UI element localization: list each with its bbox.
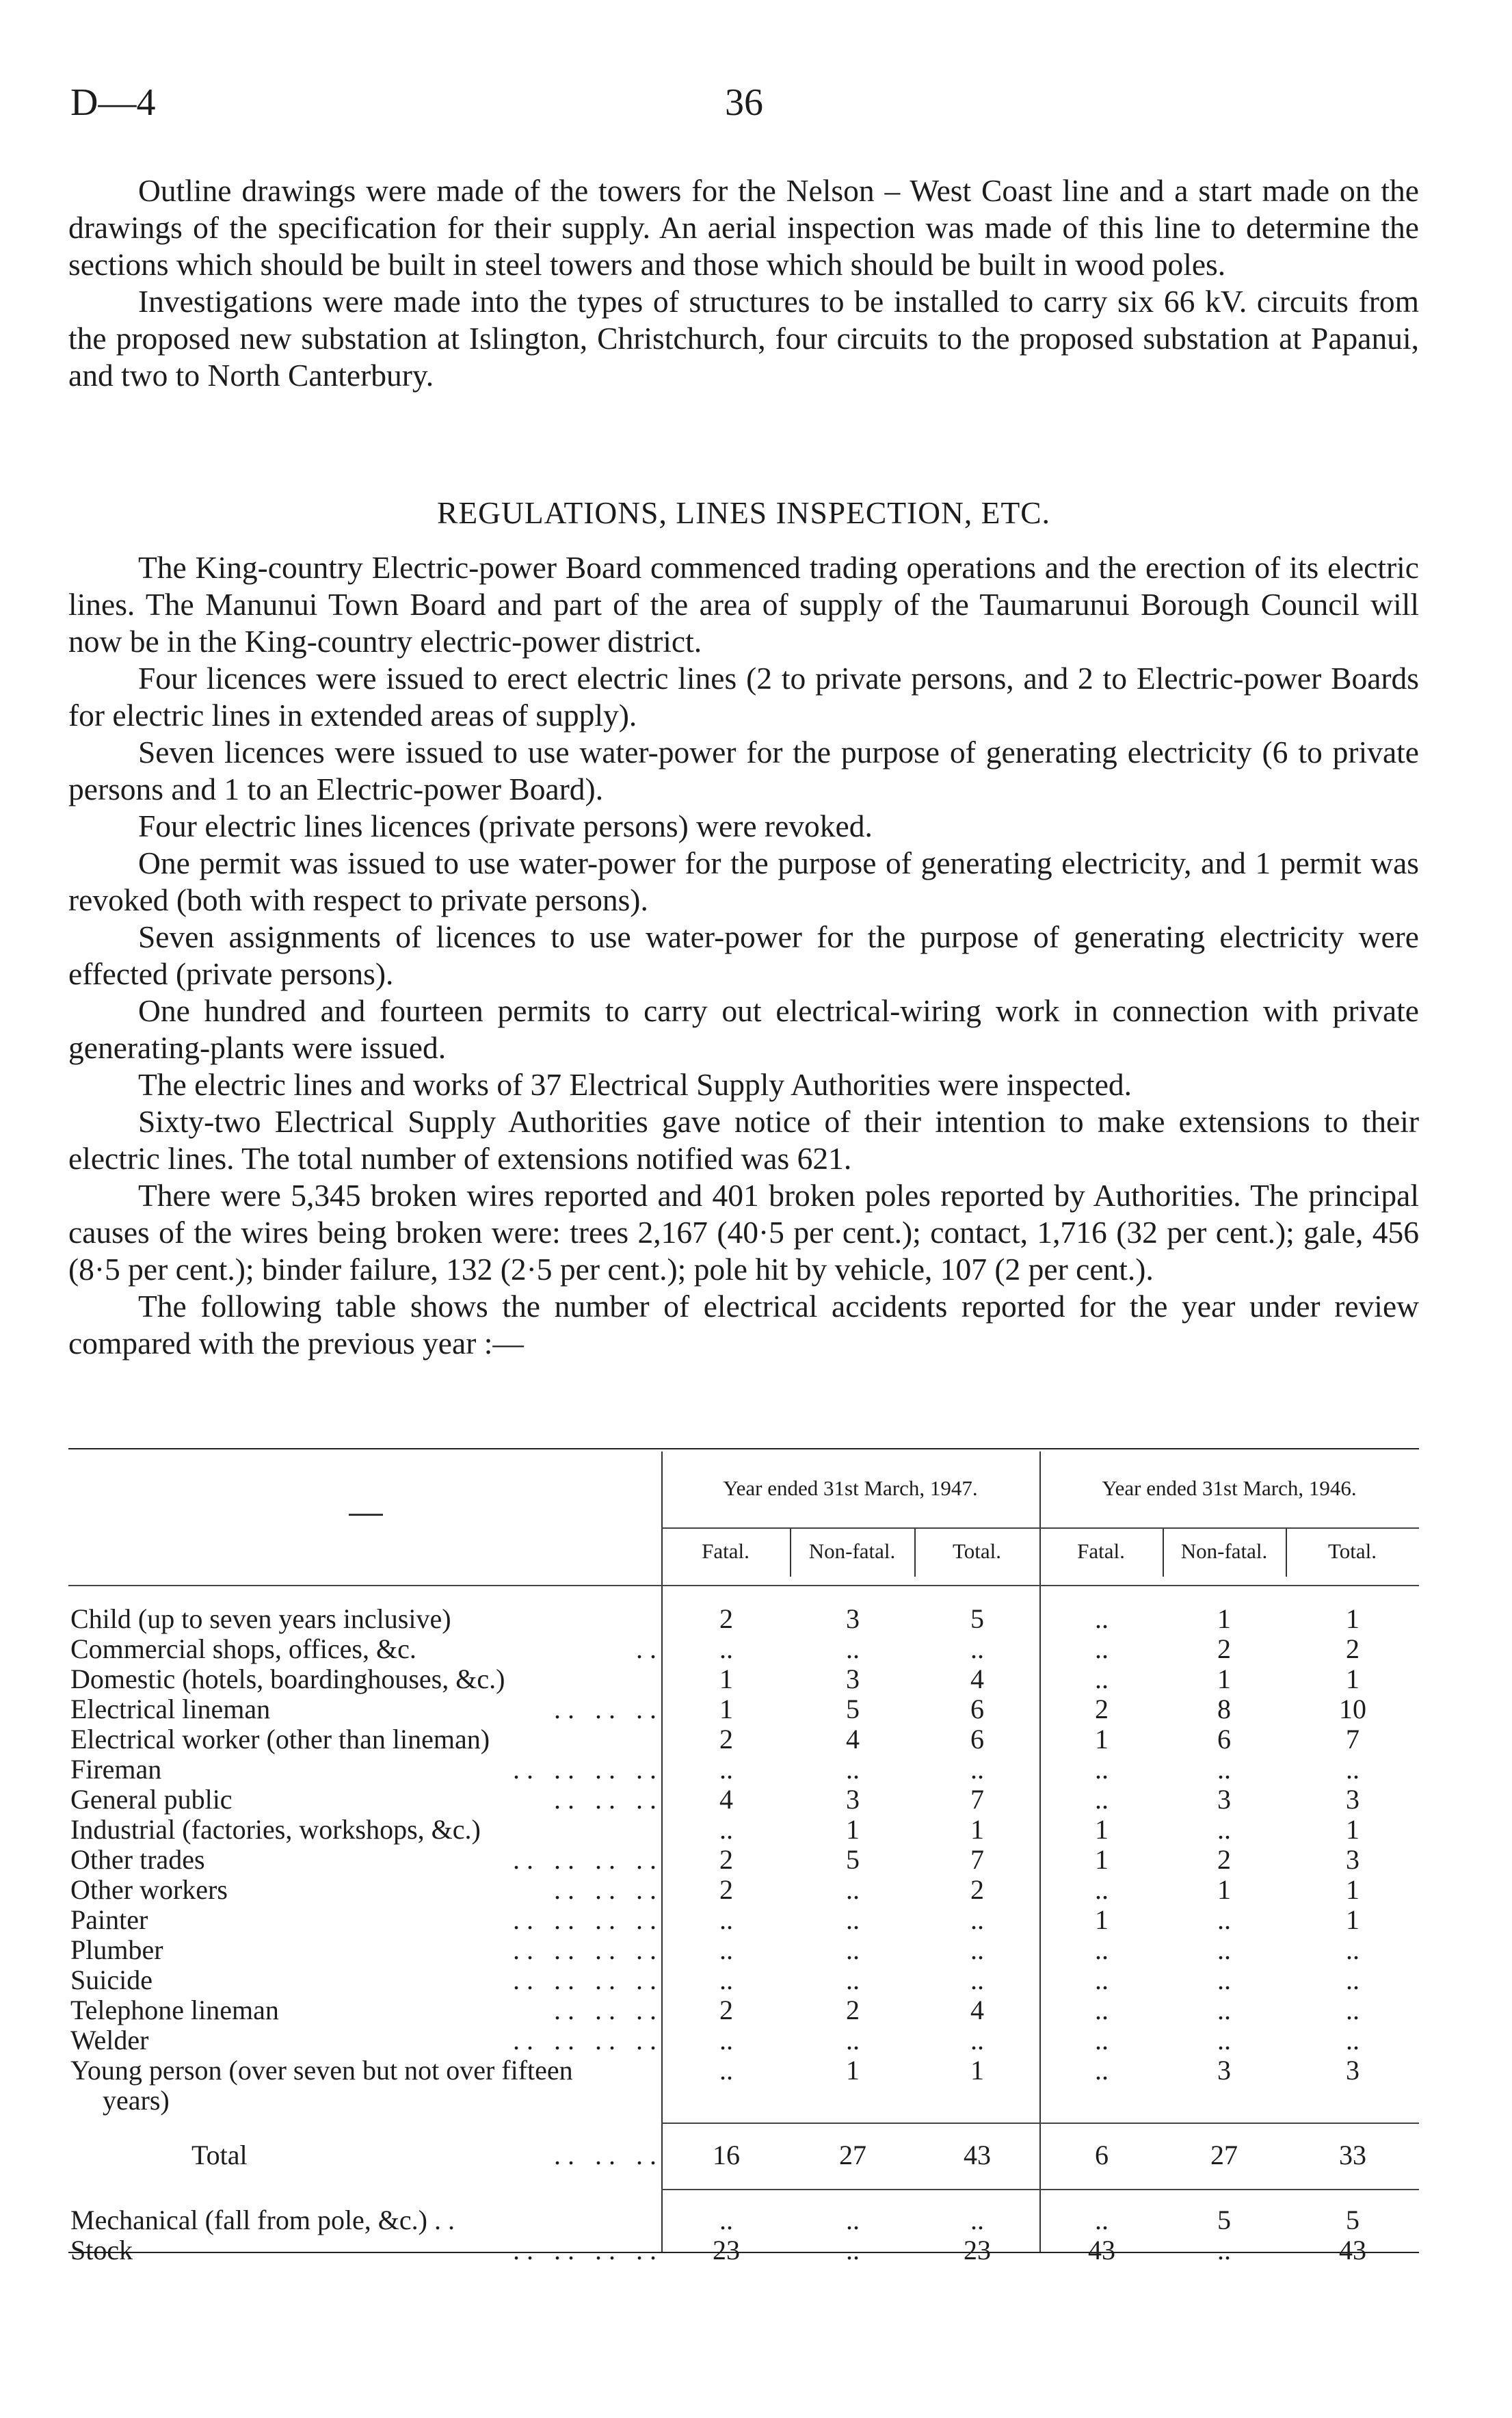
row-leader: . . . . . . <box>554 1995 656 2025</box>
table-cell: .. <box>970 1934 984 1965</box>
table-cell: .. <box>719 1934 733 1965</box>
table-cell: 1 <box>1346 1874 1360 1905</box>
table-cell: 8 <box>1217 1694 1231 1724</box>
table-cell: .. <box>1095 1784 1109 1815</box>
paragraph: Seven assignments of licences to use water-power for the purpose of generating electricity were effected (private persons). <box>68 919 1419 991</box>
table-cell: 1 <box>719 1664 733 1694</box>
table-cell: .. <box>1095 1633 1109 1664</box>
section-2 <box>68 549 1419 1362</box>
section-1 <box>68 172 1419 394</box>
table-cell: 2 <box>719 1603 733 1634</box>
table-cell: .. <box>1217 1754 1231 1785</box>
total-cell: 27 <box>839 2140 866 2170</box>
table-cell: 2 <box>719 1995 733 2025</box>
section-title: REGULATIONS, LINES INSPECTION, ETC. <box>437 495 1050 530</box>
row-leader: . . . . . . . . <box>513 1904 656 1935</box>
table-cell: .. <box>1346 1754 1360 1785</box>
table-cell: .. <box>1095 2055 1109 2086</box>
table-cell: .. <box>1095 1664 1109 1694</box>
paragraph: Sixty-two Electrical Supply Authorities gave notice of their intention to make extensions to their electric lines. The total number of extensions notified was 621. <box>68 1104 1419 1176</box>
col-nonfatal-1946: Non-fatal. <box>1180 1539 1268 1563</box>
table-cell: 1 <box>1346 1814 1360 1845</box>
total-cell: 43 <box>964 2140 991 2170</box>
table-cell: 4 <box>970 1664 984 1694</box>
table-cell: 5 <box>846 1694 860 1724</box>
table-cell: 1 <box>1095 1724 1109 1755</box>
divider-label <box>661 1451 663 2252</box>
row-leader: . . . . . . <box>554 1874 656 1905</box>
table-cell: 4 <box>846 1724 860 1755</box>
row-label-cont: years) <box>103 2085 170 2116</box>
table-cell: 5 <box>846 1844 860 1875</box>
table-cell: 43 <box>1339 2235 1366 2265</box>
table-cell: .. <box>719 1964 733 1995</box>
table-cell: .. <box>1095 1934 1109 1965</box>
row-label: Child (up to seven years inclusive) <box>70 1603 451 1634</box>
table-cell: 1 <box>1095 1904 1109 1935</box>
total-cell: 33 <box>1339 2140 1366 2170</box>
row-label: Young person (over seven but not over fifteen <box>70 2055 573 2086</box>
total-label: Total <box>191 2140 248 2170</box>
table-cell: 3 <box>846 1603 860 1634</box>
table-cell: .. <box>970 1964 984 1995</box>
table-cell: 1 <box>1346 1664 1360 1694</box>
table-cell: .. <box>1217 1934 1231 1965</box>
table-cell: 4 <box>719 1784 733 1815</box>
table-cell: .. <box>970 1904 984 1935</box>
row-label: Electrical worker (other than lineman) <box>70 1724 490 1755</box>
table-cell: 1 <box>1346 1904 1360 1935</box>
header-rule <box>661 1527 1419 1529</box>
row-leader: . . . . . . . . <box>513 2025 656 2055</box>
table-cell: 1 <box>1095 1844 1109 1875</box>
table-cell: .. <box>719 2205 733 2235</box>
table-cell: .. <box>846 2235 860 2265</box>
table-cell: 6 <box>970 1724 984 1755</box>
table-cell: .. <box>846 1934 860 1965</box>
table-cell: 1 <box>1217 1874 1231 1905</box>
group-header-1947: Year ended 31st March, 1947. <box>723 1476 978 1500</box>
paragraph: There were 5,345 broken wires reported and 401 broken poles reported by Authorities. The principal causes of the wires being broken were: trees 2,167 (40·5 per cent.); contact, 1,716 (32 per cent.); gale, 456 (8·5 per cent.); binder failure, 132 (2·5 per cent.); pole hit by vehicle, 107 (2 per cent.). <box>68 1178 1419 1287</box>
table-cell: .. <box>970 1754 984 1785</box>
row-label: Telephone lineman <box>70 1995 279 2025</box>
paragraph: The King-country Electric-power Board commenced trading operations and the erection of its electric lines. The Manunui Town Board and part of the area of supply of the Taumarunui Borough Council will now be in the King-country electric-power district. <box>68 550 1419 659</box>
col-fatal-1947: Fatal. <box>702 1539 750 1563</box>
table-cell: .. <box>1346 1934 1360 1965</box>
table-cell: .. <box>1095 1874 1109 1905</box>
table-cell: .. <box>970 1633 984 1664</box>
table-cell: 3 <box>1217 2055 1231 2086</box>
total-bottom-rule <box>661 2189 1419 2190</box>
col-total-1946: Total. <box>1327 1539 1377 1563</box>
table-cell: 1 <box>1217 1603 1231 1634</box>
row-leader: . . . . . . <box>554 1694 656 1724</box>
table-cell: .. <box>846 1964 860 1995</box>
table-cell: 10 <box>1339 1694 1366 1724</box>
table-cell: 23 <box>964 2235 991 2265</box>
document-reference: D—4 <box>70 81 156 124</box>
table-cell: .. <box>970 2025 984 2055</box>
table-cell: .. <box>719 1904 733 1935</box>
paragraph: One permit was issued to use water-power for the purpose of generating electricity, and 1 permit was revoked (both with respect to private persons). <box>68 845 1419 917</box>
table-top-rule <box>68 1448 1419 1449</box>
col-nonfatal-1947: Non-fatal. <box>808 1539 896 1563</box>
col-total-1947: Total. <box>952 1539 1001 1563</box>
row-label: Other trades <box>70 1844 205 1875</box>
table-cell: 7 <box>970 1784 984 1815</box>
row-label: Mechanical (fall from pole, &c.) . . <box>70 2205 455 2235</box>
table-cell: 2 <box>970 1874 984 1905</box>
table-cell: 1 <box>1346 1603 1360 1634</box>
paragraph: Investigations were made into the types of structures to be installed to carry six 66 kV. circuits from the proposed new substation at Islington, Christchurch, four circuits to the proposed substation at Papanui, and two to North Canterbury. <box>68 284 1419 393</box>
row-leader: . . . . . . <box>554 2140 656 2170</box>
table-cell: 2 <box>1217 1633 1231 1664</box>
row-label: Painter <box>70 1904 148 1935</box>
group-header-1946: Year ended 31st March, 1946. <box>1102 1476 1357 1500</box>
table-cell: 5 <box>1346 2205 1360 2235</box>
stub-dash <box>349 1514 383 1516</box>
total-cell: 16 <box>713 2140 740 2170</box>
table-cell: .. <box>846 2205 860 2235</box>
table-cell: .. <box>719 1754 733 1785</box>
paragraph: Four electric lines licences (private persons) were revoked. <box>138 809 873 843</box>
table-cell: 1 <box>970 1814 984 1845</box>
row-leader: . . <box>636 1633 656 1664</box>
table-cell: 3 <box>1346 2055 1360 2086</box>
header-bottom-rule <box>68 1585 1419 1586</box>
total-top-rule <box>661 2123 1419 2124</box>
row-leader: . . . . . . . . <box>513 1754 656 1785</box>
row-label: General public <box>70 1784 233 1815</box>
table-cell: 2 <box>719 1724 733 1755</box>
total-cell: 6 <box>1095 2140 1109 2170</box>
page-number: 36 <box>725 81 763 124</box>
row-label: Plumber <box>70 1934 163 1965</box>
table-cell: 6 <box>1217 1724 1231 1755</box>
paragraph: The following table shows the number of electrical accidents reported for the year under review compared with the previous year :— <box>68 1289 1419 1361</box>
table-cell: .. <box>1217 2025 1231 2055</box>
paragraph: Outline drawings were made of the towers for the Nelson – West Coast line and a start made on the drawings of the specification for their supply. An aerial inspection was made of this line to determine the sections which should be built in steel towers and those which should be built in wood poles. <box>68 173 1419 282</box>
total-cell: 27 <box>1210 2140 1238 2170</box>
table-cell: 1 <box>846 2055 860 2086</box>
table-cell: 1 <box>1217 1664 1231 1694</box>
row-label: Other workers <box>70 1874 228 1905</box>
row-label: Suicide <box>70 1964 152 1995</box>
table-cell: 43 <box>1088 2235 1115 2265</box>
row-label: Domestic (hotels, boardinghouses, &c.) <box>70 1664 505 1694</box>
paragraph: Four licences were issued to erect electric lines (2 to private persons, and 2 to Electric-power Boards for electric lines in extended areas of supply). <box>68 661 1419 733</box>
table-cell: .. <box>1095 1603 1109 1634</box>
table-cell: .. <box>1217 1964 1231 1995</box>
col-fatal-1946: Fatal. <box>1077 1539 1125 1563</box>
table-cell: .. <box>719 2055 733 2086</box>
table-cell: 6 <box>970 1694 984 1724</box>
row-label: Stock <box>70 2235 133 2265</box>
table-cell: .. <box>1217 2235 1231 2265</box>
table-cell: .. <box>1095 2205 1109 2235</box>
table-cell: .. <box>1346 1964 1360 1995</box>
table-cell: .. <box>846 2025 860 2055</box>
table-cell: .. <box>1095 1964 1109 1995</box>
table-cell: 2 <box>1346 1633 1360 1664</box>
table-cell: .. <box>719 1633 733 1664</box>
table-cell: 3 <box>1346 1844 1360 1875</box>
row-leader: . . . . . . . . <box>513 2235 656 2265</box>
table-cell: 2 <box>719 1844 733 1875</box>
paragraph: Seven licences were issued to use water-power for the purpose of generating electricity (6 to private persons and 1 to an Electric-power Board). <box>68 735 1419 806</box>
table-cell: 2 <box>1217 1844 1231 1875</box>
table-cell: 3 <box>846 1664 860 1694</box>
row-label: Fireman <box>70 1754 162 1785</box>
table-cell: 5 <box>970 1603 984 1634</box>
row-label: Welder <box>70 2025 149 2055</box>
table-cell: 23 <box>713 2235 740 2265</box>
table-cell: 3 <box>846 1784 860 1815</box>
row-leader: . . . . . . . . <box>513 1844 656 1875</box>
table-cell: .. <box>1217 1814 1231 1845</box>
table-cell: 1 <box>719 1694 733 1724</box>
table-cell: 4 <box>970 1995 984 2025</box>
row-leader: . . . . . . . . <box>513 1964 656 1995</box>
table-cell: 7 <box>970 1844 984 1875</box>
table-cell: 2 <box>1095 1694 1109 1724</box>
table-cell: 2 <box>846 1995 860 2025</box>
paragraph: One hundred and fourteen permits to carry out electrical-wiring work in connection with private generating-plants were issued. <box>68 993 1419 1065</box>
table-cell: 7 <box>1346 1724 1360 1755</box>
table-cell: .. <box>846 1904 860 1935</box>
divider-years <box>1039 1451 1041 2252</box>
table-cell: 3 <box>1346 1784 1360 1815</box>
table-cell: 1 <box>846 1814 860 1845</box>
row-label: Industrial (factories, workshops, &c.) <box>70 1814 481 1845</box>
table-cell: 1 <box>970 2055 984 2086</box>
table-cell: .. <box>1095 2025 1109 2055</box>
table-cell: .. <box>846 1874 860 1905</box>
table-cell: 3 <box>1217 1784 1231 1815</box>
table-cell: .. <box>1095 1754 1109 1785</box>
row-leader: . . . . . . <box>554 1784 656 1815</box>
paragraph: The electric lines and works of 37 Electrical Supply Authorities were inspected. <box>138 1067 1132 1102</box>
table-cell: 2 <box>719 1874 733 1905</box>
table-cell: .. <box>970 2205 984 2235</box>
table-cell: .. <box>1346 1995 1360 2025</box>
row-label: Electrical lineman <box>70 1694 271 1724</box>
row-leader: . . . . . . . . <box>513 1934 656 1965</box>
table-cell: .. <box>1095 1995 1109 2025</box>
table-cell: .. <box>846 1633 860 1664</box>
table-cell: .. <box>1217 1904 1231 1935</box>
table-cell: 1 <box>1095 1814 1109 1845</box>
table-cell: .. <box>719 1814 733 1845</box>
row-label: Commercial shops, offices, &c. <box>70 1633 416 1664</box>
table-cell: .. <box>846 1754 860 1785</box>
table-cell: 5 <box>1217 2205 1231 2235</box>
table-cell: .. <box>1217 1995 1231 2025</box>
table-cell: .. <box>719 2025 733 2055</box>
table-cell: .. <box>1346 2025 1360 2055</box>
